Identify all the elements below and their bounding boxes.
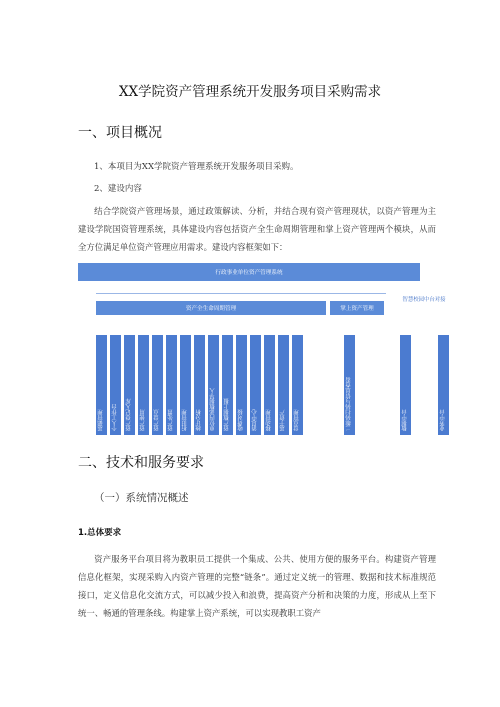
section2-paragraph-text: 资产服务平台项目将为教职员工提供一个集成、公共、使用方便的服务平台。构建资产管理信息化框架，实现采购入内资产管理的完整“链条”。通过定义统一的管理、数据和技术标准规范接口，定义信息化交流方式，可以减少投入和浪费，提高资产分析和决策的力度，形成从上至下统一、畅通的管理条线。构建掌上资产系统，可以实现教职工资产 (78, 554, 436, 618)
diagram-campus-label: 智慧校园中台对接 (402, 297, 446, 303)
section1-item2: 2、建设内容 (94, 184, 142, 194)
diagram-column: 资产数据上报 (222, 335, 233, 435)
diagram-column: 消息中心 (250, 335, 261, 435)
section2-paragraph (78, 550, 436, 622)
diagram-column: 收费对接 (236, 335, 247, 435)
section2-heading: 二、技术和服务要求 (78, 455, 204, 471)
diagram-right-column: 业务中台 (438, 335, 449, 435)
diagram-lifecycle-bar: 资产全生命周期管理 (96, 301, 326, 315)
diagram-column: 个人工作台 (110, 335, 121, 435)
framework-diagram (78, 263, 478, 441)
diagram-column: 资产登记入库 (124, 335, 135, 435)
section2-sub1: （一）系统情况概述 (94, 492, 189, 504)
section1-paragraph (78, 202, 436, 256)
diagram-column: 盘点管理 (292, 335, 303, 435)
diagram-mobile-bar: 掌上资产管理 (330, 301, 384, 315)
diagram-column: 单位内部数据导入 (208, 335, 219, 435)
diagram-column: 基于资产 (278, 335, 289, 435)
section1-heading: 一、项目概况 (78, 125, 162, 141)
section2-sub1-1: 1.总体要求 (78, 528, 122, 538)
diagram-column: 基础管理 (96, 335, 107, 435)
diagram-column: 移动管理 (264, 335, 275, 435)
diagram-connector-line (96, 293, 386, 294)
diagram-column: 二维码扫码与信息查看 (344, 335, 355, 435)
diagram-column: 资产使用 (138, 335, 149, 435)
diagram-top-bar: 行政事业单位资产管理系统 (78, 263, 420, 281)
diagram-right-column: 数据中台 (400, 335, 411, 435)
diagram-column: 统计分析 (194, 335, 205, 435)
document-title: XX学院资产管理系统开发服务项目采购需求 (118, 84, 382, 100)
section1-item1: 1、本项目为XX学院资产管理系统开发服务项目采购。 (94, 162, 299, 172)
diagram-column: 折旧管理 (180, 335, 191, 435)
diagram-column: 资产盘点 (152, 335, 163, 435)
section1-paragraph-text: 结合学院资产管理场景，通过政策解读、分析，并结合现有资产管理现状，以资产管理为主建设学院国资管理系统，具体建设内容包括资产全生命周期管理和掌上资产管理两个模块，从而全方位满足单位资产管理应用需求。建设内容框架如下： (78, 206, 436, 252)
diagram-column: 资产处置 (166, 335, 177, 435)
